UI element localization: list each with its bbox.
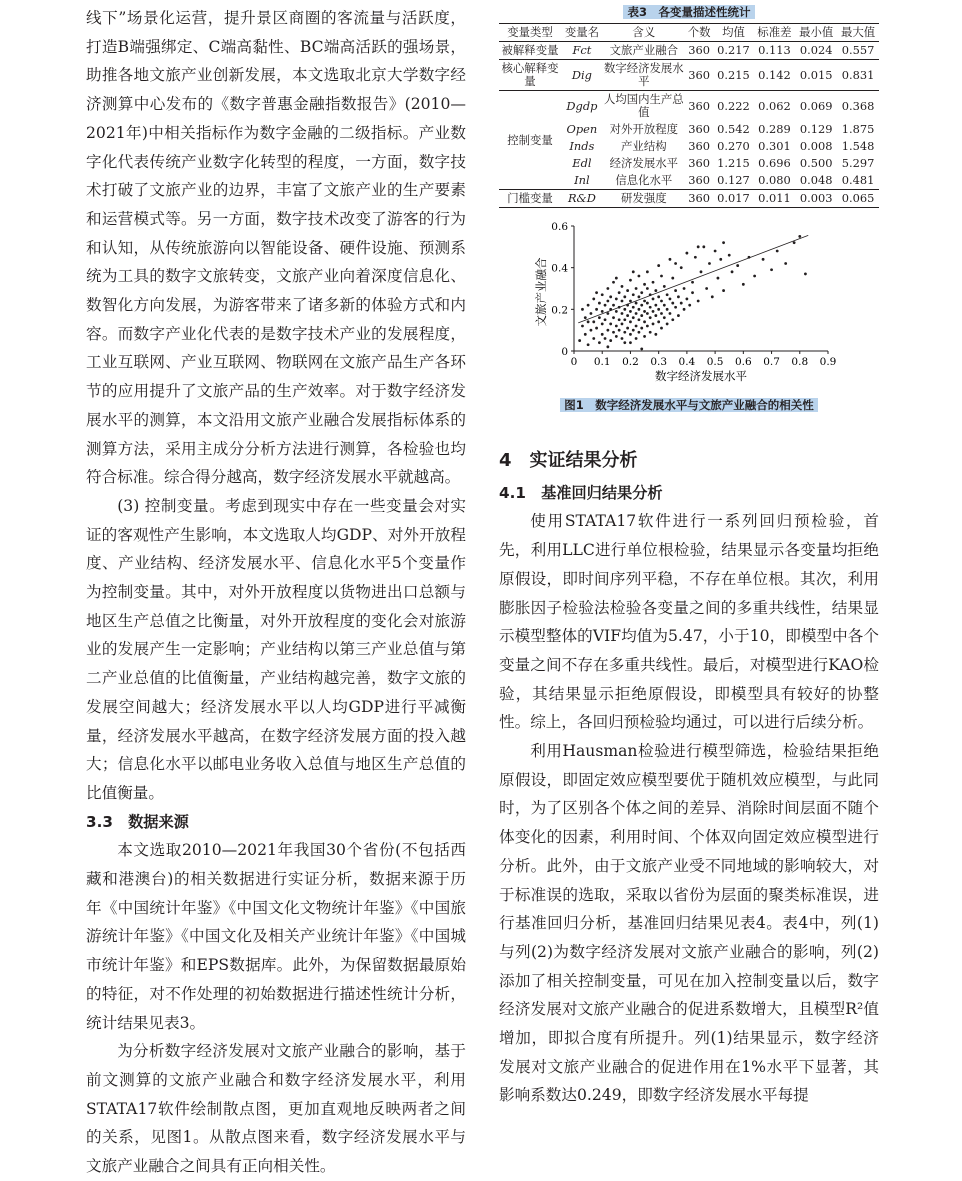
min-cell: 0.008 — [799, 139, 833, 153]
right-column — [499, 4, 879, 1110]
x-tick-label: 0.4 — [678, 356, 696, 368]
scatter-point — [587, 304, 590, 307]
scatter-point — [742, 283, 745, 286]
scatter-point — [615, 298, 618, 301]
mean-cell: 0.270 — [717, 139, 750, 153]
scatter-point — [595, 291, 598, 294]
count-cell: 360 — [688, 98, 711, 113]
x-tick-label: 0.3 — [650, 356, 668, 368]
min-cell: 0.500 — [799, 156, 833, 170]
scatter-point — [683, 287, 686, 290]
scatter-point — [652, 281, 655, 284]
table-row — [499, 60, 879, 91]
scatter-point — [728, 254, 731, 257]
scatter-point — [635, 325, 638, 328]
scatter-point — [612, 316, 615, 319]
variable-name-cell: Inds — [569, 139, 595, 153]
table-row — [499, 42, 879, 60]
scatter-point — [612, 304, 615, 307]
scatter-point — [621, 312, 624, 315]
scatter-point — [714, 250, 717, 253]
scatter-point — [677, 295, 680, 298]
scatter-point — [680, 266, 683, 269]
descriptive-stats-table — [499, 23, 879, 208]
scatter-point — [677, 314, 680, 317]
scatter-point — [694, 256, 697, 259]
scatter-point — [601, 293, 604, 296]
variable-name-cell: Dig — [571, 67, 592, 82]
min-cell: 0.015 — [799, 67, 833, 82]
count-cell: 360 — [688, 191, 711, 205]
scatter-point — [691, 291, 694, 294]
scatter-point — [635, 312, 638, 315]
variable-type-cell: 核心解释变量 — [501, 61, 559, 88]
max-cell: 0.065 — [841, 191, 875, 205]
scatter-point — [685, 298, 688, 301]
scatter-point — [646, 270, 649, 273]
scatter-point — [638, 295, 641, 298]
scatter-point — [618, 318, 621, 321]
scatter-point — [621, 337, 624, 340]
scatter-point — [629, 320, 632, 323]
scatter-point — [646, 325, 649, 328]
scatter-point — [587, 320, 590, 323]
mean-cell: 0.017 — [717, 191, 750, 205]
scatter-point — [643, 283, 646, 286]
scatter-point — [660, 300, 663, 303]
scatter-point — [652, 323, 655, 326]
scatter-point — [618, 291, 621, 294]
scatter-point — [638, 318, 641, 321]
table-caption: 表3 各变量描述性统计 — [499, 4, 879, 20]
x-tick-label: 0.8 — [791, 356, 809, 368]
variable-name-cell: R&D — [567, 191, 596, 205]
scatter-point — [598, 316, 601, 319]
scatter-point — [638, 308, 641, 311]
variable-type-cell: 门槛变量 — [507, 191, 553, 205]
scatter-point — [640, 348, 643, 351]
scatter-point — [722, 289, 725, 292]
sd-cell: 0.080 — [758, 173, 791, 187]
scatter-plot — [499, 220, 879, 385]
x-axis-label: 数字经济发展水平 — [655, 369, 747, 383]
scatter-point — [635, 337, 638, 340]
x-tick-label: 0.2 — [622, 356, 639, 368]
scatter-point — [702, 245, 705, 248]
scatter-point — [731, 270, 734, 273]
variable-name-cell: Fct — [572, 43, 592, 57]
scatter-point — [671, 277, 674, 280]
meaning-cell: 文旅产业融合 — [609, 43, 678, 57]
scatter-point — [654, 314, 657, 317]
scatter-point — [606, 345, 609, 348]
variable-name-cell: Open — [566, 122, 598, 136]
max-cell: 5.297 — [841, 156, 875, 170]
scatter-point — [719, 258, 722, 261]
sd-cell: 0.113 — [758, 43, 791, 57]
variable-type-cell: 控制变量 — [507, 132, 553, 147]
min-cell: 0.129 — [799, 122, 833, 136]
min-cell: 0.069 — [799, 98, 833, 113]
scatter-point — [705, 287, 708, 290]
meaning-cell: 人均国内生产总值 — [603, 92, 684, 119]
x-tick-label: 0.7 — [763, 356, 780, 368]
scatter-point — [638, 331, 641, 334]
max-cell: 0.368 — [841, 98, 875, 113]
scatter-point — [683, 308, 686, 311]
scatter-point — [804, 273, 807, 276]
x-tick-label: 0.1 — [593, 356, 611, 368]
left-column — [86, 4, 466, 1181]
paragraph-hausman: 利用Hausman检验进行模型筛选，检验结果拒绝原假设，即固定效应模型要优于随机效应模型，与此同时，为了区别各个体之间的差异、消除时间层面不随个体变化的因素，利用时间、个体双向固定效应模型进行分析。此外，由于文旅产业受不同地域的影响较大，对于标准误的选取，采取以省份为层面的聚类标准误，进行基准回归分析，基准回归结果见表4。表4中，列(1)与列(2)为数字经济发展对文旅产业融合的影响，列(2)添加了相关控制变量，可见在加入控制变量以后，数字经济发展对文旅产业融合的促进系数增大，且模型R²值增加，即拟合度有所提升。列(1)结果显示，数字经济发展对文旅产业融合的促进作用在1%水平下显著，其影响系数达0.249，即数字经济发展水平每提 — [499, 742, 879, 1105]
scatter-point — [615, 310, 618, 313]
scatter-point — [592, 298, 595, 301]
paragraph-data-source: 本文选取2010—2021年我国30个省份(不包括西藏和港澳台)的相关数据进行实证分析，数据来源于历年《中国统计年鉴》《中国文化文物统计年鉴》《中国旅游统计年鉴》《中国文化及相关产业统计年鉴》《中国城市统计年鉴》和EPS数据库。此外，为保留数据最原始的特征，对不作处理的初始数据进行描述性统计分析，统计结果见表3。 — [86, 841, 466, 1032]
meaning-cell: 产业结构 — [621, 139, 667, 153]
y-tick-label: 0.2 — [551, 304, 568, 317]
scatter-point — [669, 298, 672, 301]
scatter-point — [618, 306, 621, 309]
scatter-point — [646, 287, 649, 290]
max-cell: 1.548 — [841, 139, 875, 153]
scatter-point — [708, 262, 711, 265]
scatter-point — [666, 323, 669, 326]
scatter-point — [674, 306, 677, 309]
scatter-point — [626, 304, 629, 307]
scatter-point — [685, 252, 688, 255]
scatter-point — [657, 308, 660, 311]
section-heading-data-source: 3.3 数据来源 — [86, 812, 189, 831]
min-cell: 0.048 — [799, 173, 833, 187]
scatter-point — [584, 333, 587, 336]
meaning-cell: 研发强度 — [621, 191, 667, 205]
scatter-point — [643, 335, 646, 338]
x-tick-label: 0.9 — [819, 356, 837, 368]
scatter-point — [722, 241, 725, 244]
scatter-point — [674, 289, 677, 292]
scatter-point — [632, 306, 635, 309]
scatter-point — [649, 306, 652, 309]
scatter-point — [660, 327, 663, 330]
mean-cell: 0.127 — [717, 173, 750, 187]
scatter-point — [606, 287, 609, 290]
scatter-point — [592, 337, 595, 340]
header-cell: 最小值 — [799, 25, 834, 39]
y-tick-label: 0.4 — [551, 262, 568, 275]
scatter-point — [601, 333, 604, 336]
count-cell: 360 — [688, 122, 711, 136]
mean-cell: 0.217 — [717, 43, 750, 57]
scatter-point — [674, 262, 677, 265]
scatter-point — [601, 323, 604, 326]
header-cell: 标准差 — [757, 25, 792, 39]
scatter-point — [697, 300, 700, 303]
scatter-point — [632, 329, 635, 332]
scatter-point — [632, 316, 635, 319]
scatter-point — [615, 277, 618, 280]
scatter-point — [592, 320, 595, 323]
scatter-point — [649, 293, 652, 296]
section-heading-results: 4 实证结果分析 — [499, 449, 638, 471]
scatter-point — [581, 308, 584, 311]
sd-cell: 0.062 — [758, 98, 791, 113]
paragraph-scatter-intro: 为分析数字经济发展对文旅产业融合的影响，基于前文测算的文旅产业融合和数字经济发展水平，利用STATA17软件绘制散点图，更加直观地反映两者之间的关系，见图1。从散点图来看，数字经济发展水平与文旅产业融合之间具有正向相关性。 — [86, 1042, 466, 1176]
scatter-point — [660, 312, 663, 315]
scatter-point — [626, 314, 629, 317]
scatter-point — [629, 333, 632, 336]
sd-cell: 0.011 — [758, 191, 791, 205]
paragraph-digital-metrics: 线下”场景化运营，提升景区商圈的客流量与活跃度，打造B端强绑定、C端高黏性、BC端高活跃的强场景，助推各地文旅产业创新发展，本文选取北京大学数字经济测算中心发布的《数字普惠金融指数报告》(2010—2021年)中相关指标作为数字金融的二级指标。产业数字化代表传统产业数字化转型的程度，一方面，数字技术打破了文旅产业的边界，丰富了文旅产业的生产要素和运营模式等。另一方面，数字技术改变了游客的行为和认知，从传统旅游向以智能设备、硬件设施、预测系统为工具的数字文旅转变，文旅产业向着深度信息化、数智化方向发展，为游客带来了诸多新的体验方式和内容。而数字产业化代表的是数字技术产业的发展程度，工业互联网、产业互联网、物联网在文旅产品生产各环节的应用提升了文旅产品的生产效率。对于数字经济发展水平的测算，本文沿用文旅产业融合发展指标体系的测算方法，采用主成分分析方法进行测算，各检验也均符合标准。综合得分越高，数字经济发展水平就越高。 — [86, 9, 466, 487]
x-tick-label: 0.5 — [706, 356, 724, 368]
scatter-point — [623, 331, 626, 334]
scatter-point — [640, 327, 643, 330]
variable-name-cell: Inl — [574, 173, 590, 187]
scatter-point — [654, 289, 657, 292]
meaning-cell: 经济发展水平 — [609, 156, 678, 170]
scatter-point — [623, 308, 626, 311]
scatter-point — [590, 312, 593, 315]
mean-cell: 0.222 — [717, 98, 750, 113]
min-cell: 0.003 — [799, 191, 833, 205]
scatter-point — [666, 308, 669, 311]
scatter-point — [632, 270, 635, 273]
scatter-point — [700, 270, 703, 273]
scatter-point — [629, 279, 632, 282]
scatter-point — [629, 341, 632, 344]
scatter-point — [643, 320, 646, 323]
scatter-point — [654, 333, 657, 336]
scatter-point — [615, 325, 618, 328]
scatter-point — [632, 293, 635, 296]
scatter-point — [623, 341, 626, 344]
count-cell: 360 — [688, 156, 711, 170]
scatter-point — [652, 310, 655, 313]
sd-cell: 0.696 — [758, 156, 791, 170]
scatter-point — [643, 310, 646, 313]
header-cell: 变量类型 — [507, 25, 553, 39]
meaning-cell: 信息化水平 — [615, 173, 673, 187]
table-row — [499, 190, 879, 208]
scatter-point — [621, 285, 624, 288]
scatter-point — [736, 264, 739, 267]
scatter-point — [601, 310, 604, 313]
figure-caption: 图1 数字经济发展水平与文旅产业融合的相关性 — [499, 397, 879, 413]
section-heading-baseline: 4.1 基准回归结果分析 — [499, 483, 663, 502]
scatter-point — [578, 339, 581, 342]
mean-cell: 1.215 — [717, 156, 750, 170]
scatter-point — [671, 302, 674, 305]
scatter-point — [604, 318, 607, 321]
scatter-point — [770, 268, 773, 271]
header-cell: 变量名 — [564, 25, 599, 39]
scatter-point — [640, 314, 643, 317]
min-cell: 0.024 — [799, 43, 833, 57]
max-cell: 0.481 — [841, 173, 875, 187]
sd-cell: 0.142 — [758, 67, 791, 82]
scatter-point — [657, 264, 660, 267]
max-cell: 0.557 — [841, 43, 875, 57]
scatter-point — [697, 245, 700, 248]
scatter-point — [609, 323, 612, 326]
scatter-point — [621, 323, 624, 326]
scatter-point — [612, 281, 615, 284]
scatter-point — [640, 291, 643, 294]
scatter-point — [793, 241, 796, 244]
paragraph-pretests: 使用STATA17软件进行一系列回归预检验，首先，利用LLC进行单位根检验，结果显示各变量均拒绝原假设，即时间序列平稳，不存在单位根。其次，利用膨胀因子检验法检验各变量之间的多重共线性，结果显示模型整体的VIF均值为5.47，小于10，即模型中各个变量之间不存在多重共线性。最后，对模型进行KAO检验，其结果显示拒绝原假设，即模型具有较好的协整性。综上，各回归预检验均通过，可以进行后续分析。 — [499, 512, 879, 732]
scatter-point — [784, 262, 787, 265]
scatter-point — [581, 325, 584, 328]
max-cell: 1.875 — [841, 122, 875, 136]
scatter-point — [612, 331, 615, 334]
y-axis-label: 文旅产业融合 — [534, 257, 548, 327]
scatter-point — [590, 329, 593, 332]
table-row — [499, 91, 879, 122]
table-header-row — [499, 24, 879, 42]
scatter-point — [649, 331, 652, 334]
scatter-point — [660, 275, 663, 278]
scatter-point — [663, 285, 666, 288]
scatter-point — [663, 304, 666, 307]
scatter-point — [609, 308, 612, 311]
scatter-point — [646, 312, 649, 315]
max-cell: 0.831 — [841, 67, 875, 82]
fit-line — [578, 235, 808, 323]
scatter-point — [691, 281, 694, 284]
scatter-point — [606, 329, 609, 332]
scatter-point — [711, 295, 714, 298]
scatter-point — [621, 300, 624, 303]
scatter-point — [652, 298, 655, 301]
scatter-point — [587, 343, 590, 346]
scatter-point — [609, 339, 612, 342]
sd-cell: 0.301 — [758, 139, 791, 153]
scatter-point — [606, 300, 609, 303]
scatter-point — [629, 300, 632, 303]
scatter-point — [584, 316, 587, 319]
header-cell: 个数 — [687, 25, 711, 39]
scatter-point — [657, 320, 660, 323]
scatter-point — [654, 304, 657, 307]
header-cell: 含义 — [632, 25, 656, 39]
scatter-point — [623, 318, 626, 321]
count-cell: 360 — [688, 43, 711, 57]
count-cell: 360 — [688, 139, 711, 153]
scatter-point — [748, 256, 751, 259]
scatter-point — [663, 316, 666, 319]
scatter-point — [626, 327, 629, 330]
x-tick-label: 0.6 — [734, 356, 752, 368]
scatter-point — [604, 337, 607, 340]
scatter-point — [666, 293, 669, 296]
scatter-point — [671, 318, 674, 321]
meaning-cell: 数字经济发展水平 — [603, 61, 684, 88]
scatter-point — [635, 287, 638, 290]
scatter-figure — [499, 220, 879, 413]
scatter-point — [635, 302, 638, 305]
scatter-point — [598, 341, 601, 344]
meaning-cell: 对外开放程度 — [609, 122, 678, 136]
scatter-point — [762, 258, 765, 261]
scatter-point — [680, 302, 683, 305]
scatter-point — [638, 275, 641, 278]
scatter-point — [688, 304, 691, 307]
variable-name-cell: Edl — [572, 156, 592, 170]
variable-type-cell: 被解释变量 — [501, 43, 559, 57]
scatter-point — [643, 300, 646, 303]
scatter-point — [623, 295, 626, 298]
y-tick-label: 0.6 — [551, 221, 568, 233]
y-tick-label: 0 — [561, 346, 568, 358]
scatter-point — [595, 308, 598, 311]
scatter-point — [609, 295, 612, 298]
paragraph-control-variables: (3) 控制变量。考虑到现实中存在一些变量会对实证的客观性产生影响，本文选取人均GDP、对外开放程度、产业结构、经济发展水平、信息化水平5个变量作为控制变量。其中，对外开放程度以货物进出口总额与地区生产总值之比衡量，对外开放程度的变化会对旅游业的发展产生一定影响；产业结构以第三产业总值与第二产业总值的比值衡量，产业结构越完善，数字文旅的发展空间越大；经济发展水平以人均GDP进行平减衡量，经济发展水平越高，在数字经济发展方面的投入越大；信息化水平以邮电业务收入总值与地区生产总值的比值衡量。 — [86, 496, 466, 802]
mean-cell: 0.215 — [717, 67, 750, 82]
scatter-point — [618, 329, 621, 332]
scatter-point — [640, 304, 643, 307]
scatter-point — [776, 250, 779, 253]
scatter-point — [615, 335, 618, 338]
header-cell: 均值 — [722, 25, 745, 39]
mean-cell: 0.542 — [717, 122, 750, 136]
scatter-point — [629, 310, 632, 313]
scatter-point — [646, 302, 649, 305]
scatter-point — [626, 289, 629, 292]
scatter-point — [798, 235, 801, 238]
variable-name-cell: Dgdp — [566, 98, 598, 113]
count-cell: 360 — [688, 67, 711, 82]
scatter-point — [649, 316, 652, 319]
sd-cell: 0.289 — [758, 122, 791, 136]
scatter-point — [595, 327, 598, 330]
scatter-point — [657, 295, 660, 298]
scatter-point — [604, 304, 607, 307]
header-cell: 最大值 — [840, 25, 876, 39]
scatter-point — [753, 275, 756, 278]
count-cell: 360 — [688, 173, 711, 187]
scatter-point — [669, 258, 672, 261]
scatter-point — [606, 312, 609, 315]
x-tick-label: 0 — [570, 356, 578, 368]
scatter-point — [598, 302, 601, 305]
scatter-point — [669, 312, 672, 315]
scatter-point — [717, 277, 720, 280]
